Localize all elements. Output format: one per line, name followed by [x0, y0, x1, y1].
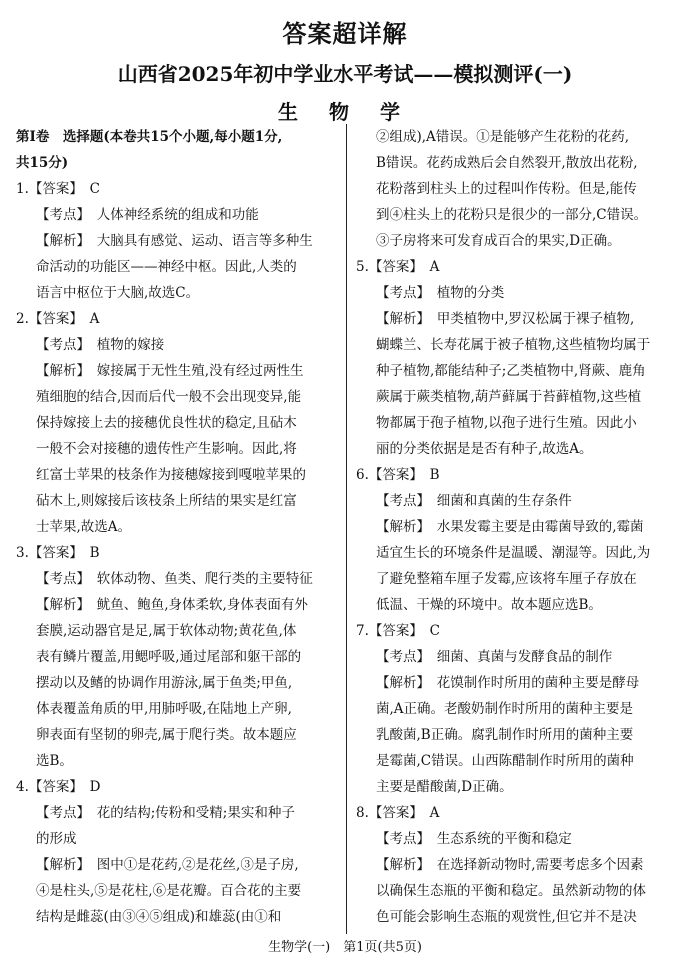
- text-line: 适宜生长的环境条件是温暖、潮湿等。因此,为: [376, 545, 651, 561]
- text-line: 命活动的功能区——神经中枢。因此,人类的: [36, 259, 297, 275]
- text-line: 色可能会影响生态瓶的观赏性,但它并不是决: [376, 909, 637, 925]
- text-line: 一般不会对接穗的遗传性产生影响。因此,将: [36, 441, 297, 457]
- text-line: 选B。: [36, 753, 73, 769]
- text-line: 卵表面有坚韧的卵壳,属于爬行类。故本题应: [36, 727, 297, 743]
- text-line: 蕨属于蕨类植物,葫芦藓属于苔藓植物,这些植: [376, 389, 642, 405]
- text-line: 丽的分类依据是是否有种子,故选A。: [376, 441, 593, 457]
- page-footer: 生物学(一) 第1页(共5页): [268, 940, 422, 955]
- text-line: 了避免整箱车厘子发霉,应该将车厘子存放在: [376, 571, 637, 587]
- text-line: 花粉落到柱头上的过程叫作传粉。但是,能传: [376, 181, 637, 197]
- text-line: 【解析】 嫁接属于无性生殖,没有经过两性生: [36, 363, 304, 379]
- text-line: 5.【答案】 A: [356, 259, 440, 275]
- text-line: 语言中枢位于大脑,故选C。: [36, 285, 200, 301]
- text-line: ②组成),A错误。①是能够产生花粉的花药,: [376, 129, 630, 145]
- text-line: 殖细胞的结合,因而后代一般不会出现变异,能: [36, 389, 302, 405]
- text-line: 【考点】 细菌、真菌与发酵食品的制作: [376, 649, 613, 665]
- text-line: 【考点】 人体神经系统的组成和功能: [36, 207, 259, 223]
- text-line: 蝴蝶兰、长寿花属于被子植物,这些植物均属于: [376, 337, 651, 353]
- text-line: 以确保生态瓶的平衡和稳定。虽然新动物的体: [376, 883, 646, 899]
- text-line: 【解析】 鱿鱼、鲍鱼,身体柔软,身体表面有外: [36, 597, 308, 613]
- text-line: 2.【答案】 A: [16, 311, 100, 327]
- text-line: 保持嫁接上去的接穗优良性状的稳定,且砧木: [36, 415, 297, 431]
- text-line: 3.【答案】 B: [16, 545, 100, 561]
- page-title: 答案超详解: [282, 20, 408, 48]
- text-line: 8.【答案】 A: [356, 805, 440, 821]
- text-line: 1.【答案】 C: [16, 181, 100, 197]
- text-line: 【解析】 花馍制作时所用的菌种主要是酵母: [376, 675, 640, 691]
- text-line: 【考点】 植物的分类: [376, 285, 505, 301]
- text-line: B错误。花药成熟后会自然裂开,散放出花粉,: [376, 155, 638, 171]
- text-line: 结构是雌蕊(由③④⑤组成)和雄蕊(由①和: [36, 909, 282, 925]
- text-line: 【考点】 细菌和真菌的生存条件: [376, 493, 572, 509]
- text-line: 主要是醋酸菌,D正确。: [376, 779, 513, 795]
- text-line: 6.【答案】 B: [356, 467, 440, 483]
- text-line: 【解析】 图中①是花药,②是花丝,③是子房,: [36, 857, 299, 873]
- text-line: 【解析】 水果发霉主要是由霉菌导致的,霉菌: [376, 519, 644, 535]
- text-line: 【解析】 甲类植物中,罗汉松属于裸子植物,: [376, 311, 635, 327]
- text-line: 乳酸菌,B正确。腐乳制作时所用的菌种主要: [376, 727, 634, 743]
- text-line: 砧木上,则嫁接后该枝条上所结的果实是红富: [36, 493, 297, 509]
- text-line: 红富士苹果的枝条作为接穗嫁接到嘎啦苹果的: [36, 467, 306, 483]
- text-line: 菌,A正确。老酸奶制作时所用的菌种主要是: [376, 701, 634, 717]
- text-line: 体表覆盖角质的甲,用肺呼吸,在陆地上产卵,: [36, 701, 292, 717]
- text-line: 士苹果,故选A。: [36, 519, 132, 535]
- text-line: 物都属于孢子植物,以孢子进行生殖。因此小: [376, 415, 637, 431]
- right-column: [356, 124, 678, 930]
- text-line: ④是柱头,⑤是花柱,⑥是花瓣。百合花的主要: [36, 883, 302, 899]
- text-line: 共15分): [16, 155, 69, 171]
- text-line: 7.【答案】 C: [356, 623, 440, 639]
- left-column: [16, 124, 338, 930]
- text-line: 【考点】 植物的嫁接: [36, 337, 165, 353]
- text-line: 低温、干燥的环境中。故本题应选B。: [376, 597, 602, 613]
- subject-title: 生 物 学: [278, 100, 412, 124]
- exam-title: 山西省2025年初中学业水平考试——模拟测评(一): [117, 62, 573, 86]
- text-line: 【考点】 软体动物、鱼类、爬行类的主要特征: [36, 571, 313, 587]
- text-line: 4.【答案】 D: [16, 779, 101, 795]
- text-line: 种子植物,都能结种子;乙类植物中,肾蕨、鹿角: [376, 363, 646, 379]
- text-line: 的形成: [36, 831, 77, 847]
- text-line: 摆动以及鳍的协调作用游泳,属于鱼类;甲鱼,: [36, 675, 293, 691]
- text-line: 【解析】 大脑具有感觉、运动、语言等多种生: [36, 233, 313, 249]
- text-line: 【考点】 花的结构;传粉和受精;果实和种子: [36, 805, 295, 821]
- text-line: ③子房将来可发育成百合的果实,D正确。: [376, 233, 621, 249]
- column-divider: [346, 124, 347, 934]
- text-line: 【考点】 生态系统的平衡和稳定: [376, 831, 572, 847]
- text-line: 套膜,运动器官是足,属于软体动物;黄花鱼,体: [36, 623, 297, 639]
- text-line: 到④柱头上的花粉只是很少的一部分,C错误。: [376, 207, 648, 223]
- text-line: 第Ⅰ卷 选择题(本卷共15个小题,每小题1分,: [16, 129, 283, 145]
- text-line: 是霉菌,C错误。山西陈醋制作时所用的菌种: [376, 753, 634, 769]
- text-line: 表有鳞片覆盖,用鳃呼吸,通过尾部和躯干部的: [36, 649, 302, 665]
- text-line: 【解析】 在选择新动物时,需要考虑多个因素: [376, 857, 644, 873]
